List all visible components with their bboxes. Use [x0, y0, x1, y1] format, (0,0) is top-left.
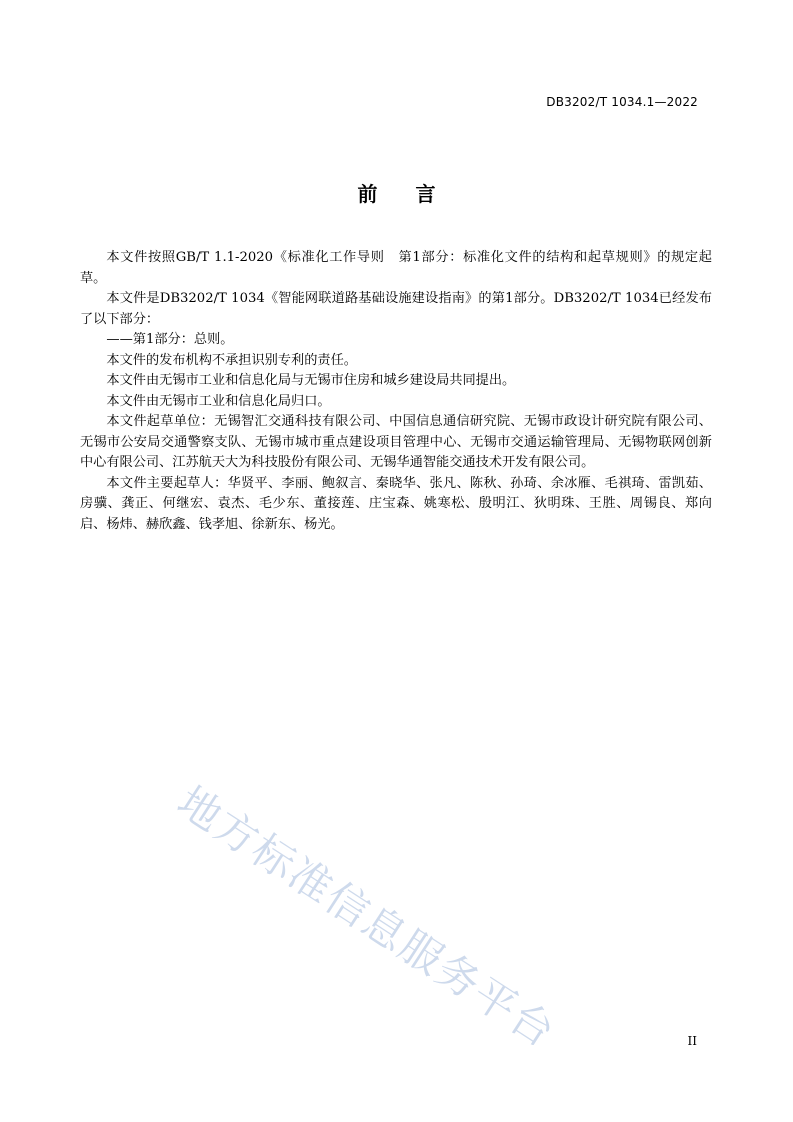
paragraph-proposed-by: 本文件由无锡市工业和信息化局与无锡市住房和城乡建设局共同提出。: [106, 373, 516, 388]
body-text: [80, 248, 712, 535]
page-number: II: [687, 1034, 697, 1048]
paragraph-part-info: 本文件是DB3202/T 1034《智能网联道路基础设施建设指南》的第1部分。DB3202/T 1034已经发布了以下部分：: [80, 291, 712, 327]
paragraph-drafters: 本文件主要起草人：华贤平、李丽、鲍叙言、秦晓华、张凡、陈秋、孙琦、余冰雁、毛祺琦、雷凯茹、房骥、龚正、何继宏、袁杰、毛少东、董接莲、庄宝森、姚寒松、殷明江、狄明珠、王胜、周锡良、郑向启、杨炜、赫欣鑫、钱孝旭、徐新东、杨光。: [80, 475, 712, 532]
paragraph-drafting-rules: 本文件按照GB/T 1.1-2020《标准化工作导则 第1部分：标准化文件的结构和起草规则》的规定起草。: [80, 250, 712, 286]
watermark-text: 地方标准信息服务平台: [168, 776, 565, 1058]
paragraph-drafting-units: 本文件起草单位：无锡智汇交通科技有限公司、中国信息通信研究院、无锡市政设计研究院有限公司、无锡市公安局交通警察支队、无锡市城市重点建设项目管理中心、无锡市交通运输管理局、无锡物联网创新中心有限公司、江苏航天大为科技股份有限公司、无锡华通智能交通技术开发有限公司。: [80, 414, 712, 470]
paragraph-managed-by: 本文件由无锡市工业和信息化局归口。: [106, 393, 331, 409]
page-title: 前言: [357, 182, 474, 206]
document-number: DB3202/T 1034.1—2022: [546, 95, 698, 109]
watermark: [167, 770, 594, 1076]
paragraph-patent-notice: 本文件的发布机构不承担识别专利的责任。: [106, 352, 357, 368]
list-item-part-1: ——第1部分：总则。: [106, 332, 234, 347]
